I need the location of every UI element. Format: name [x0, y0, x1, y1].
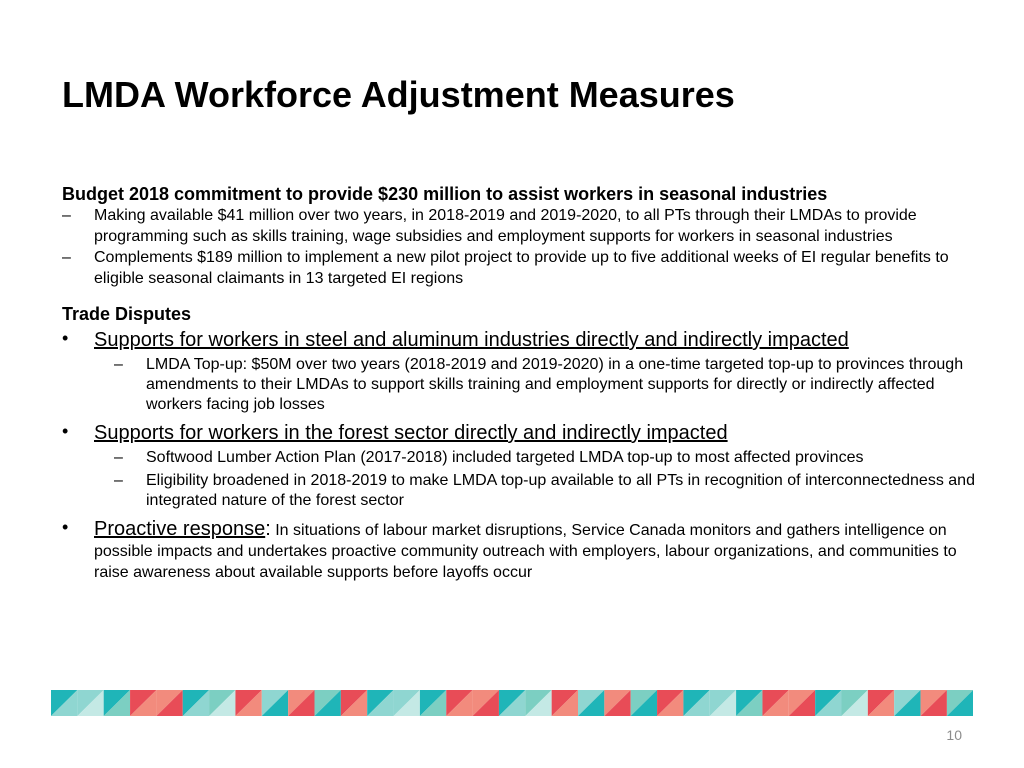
slide-title: LMDA Workforce Adjustment Measures	[62, 74, 735, 115]
budget-item	[62, 205, 982, 247]
dash-marker: –	[62, 207, 71, 224]
bullet-proactive-response	[62, 517, 982, 583]
page-number: 10	[946, 727, 962, 743]
budget-item-text: Making available $41 million over two years, in 2018-2019 and 2019-2020, to all PTs through their LMDAs to provide programming such as skills training, wage subsidies and employment supports for workers in seasonal industries	[94, 207, 917, 245]
dash-marker: –	[114, 449, 123, 466]
dash-marker: –	[114, 472, 123, 489]
bullet-heading-colon: :	[265, 518, 271, 540]
dash-marker: –	[114, 356, 123, 373]
bullet-marker: •	[62, 421, 69, 441]
bullet-heading: Supports for workers in steel and aluminum industries directly and indirectly impacted	[94, 329, 849, 351]
bullet-marker: •	[62, 517, 69, 537]
bullet-steel-aluminum	[62, 328, 982, 352]
budget-item	[62, 247, 982, 289]
bullet-heading: Supports for workers in the forest sector directly and indirectly impacted	[94, 422, 728, 444]
budget-item-text: Complements $189 million to implement a new pilot project to provide up to five additional weeks of EI regular benefits to eligible seasonal claimants in 13 targeted EI regions	[94, 249, 949, 287]
sub-item	[62, 355, 982, 415]
dash-marker: –	[62, 249, 71, 266]
decorative-triangle-band	[51, 690, 973, 716]
bullet-body-text: In situations of labour market disruptions, Service Canada monitors and gathers intelligence on possible impacts and undertakes proactive community outreach with employers, labour organizations, and communities to raise awareness about available supports before layoffs occur	[94, 522, 957, 581]
bullet-marker: •	[62, 328, 69, 348]
trade-disputes-heading: Trade Disputes	[62, 304, 192, 324]
sub-item-text: Eligibility broadened in 2018-2019 to make LMDA top-up available to all PTs in recognition of interconnectedness and integrated nature of the forest sector	[146, 472, 975, 509]
sub-item	[62, 471, 982, 511]
sub-item-text: Softwood Lumber Action Plan (2017-2018) included targeted LMDA top-up to most affected provinces	[146, 449, 864, 466]
sub-item	[62, 448, 982, 468]
budget-heading: Budget 2018 commitment to provide $230 million to assist workers in seasonal industries	[62, 184, 828, 204]
bullet-forest-sector	[62, 421, 982, 445]
sub-item-text: LMDA Top-up: $50M over two years (2018-2019 and 2019-2020) in a one-time targeted top-up to provinces through amendments to their LMDAs to support skills training and employment supports for directly or indirectly affected workers facing job losses	[146, 356, 964, 413]
slide-content	[62, 183, 982, 583]
bullet-heading: Proactive response	[94, 518, 266, 540]
